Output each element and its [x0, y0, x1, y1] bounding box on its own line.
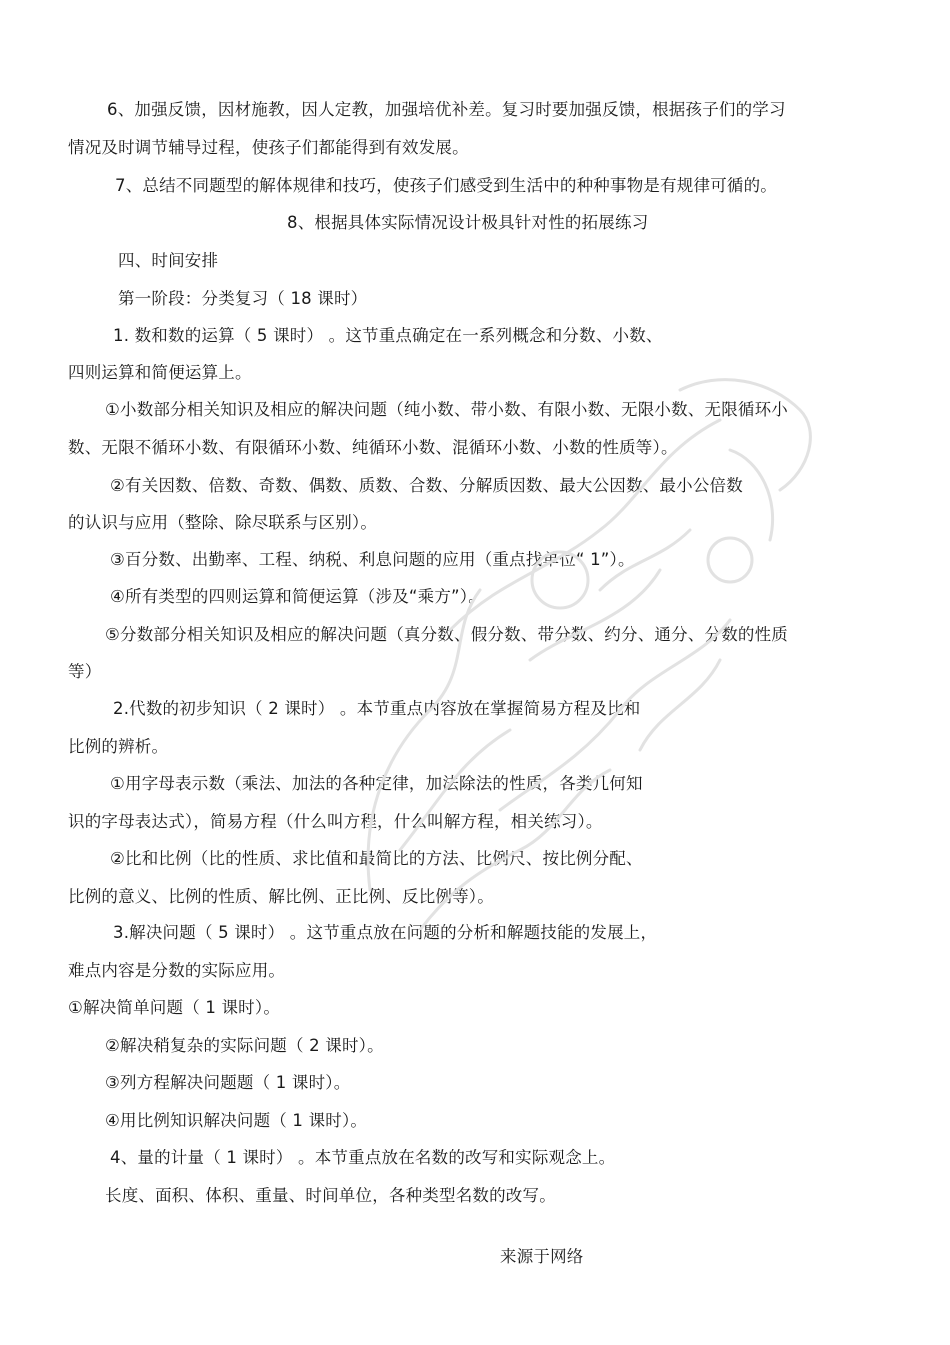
- text-line: ②有关因数、倍数、奇数、偶数、质数、合数、分解质因数、最大公因数、最小公倍数: [110, 476, 743, 495]
- text-line: 的认识与应用（整除、除尽联系与区别）。: [68, 513, 378, 532]
- text-line: 难点内容是分数的实际应用。: [68, 961, 286, 980]
- text-line: ④所有类型的四则运算和简便运算（涉及“乘方”）。: [110, 587, 485, 606]
- text-line: ①用字母表示数（乘法、加法的各种定律，加法除法的性质，各类几何知: [110, 774, 643, 793]
- source-note: 来源于网络: [500, 1247, 584, 1266]
- text-line: ②比和比例（比的性质、求比值和最简比的方法、比例尺、按比例分配、: [110, 849, 643, 868]
- text-line: 8、根据具体实际情况设计极具针对性的拓展练习: [287, 213, 649, 232]
- text-line: 1. 数和数的运算（ 5 课时） 。这节重点确定在一系列概念和分数、小数、: [113, 326, 663, 345]
- text-line: 比例的辨析。: [68, 737, 169, 756]
- text-line: 2.代数的初步知识（ 2 课时） 。本节重点内容放在掌握简易方程及比和: [113, 699, 641, 718]
- text-line: 情况及时调节辅导过程，使孩子们都能得到有效发展。: [68, 138, 469, 157]
- text-line: ①解决简单问题（ 1 课时）。: [68, 998, 281, 1017]
- text-line: 3.解决问题（ 5 课时） 。这节重点放在问题的分析和解题技能的发展上，: [113, 923, 658, 942]
- text-line: 四则运算和简便运算上。: [68, 363, 252, 382]
- text-line: 长度、面积、体积、重量、时间单位，各种类型名数的改写。: [105, 1186, 556, 1205]
- text-line: ⑤分数部分相关知识及相应的解决问题（真分数、假分数、带分数、约分、通分、分数的性质: [105, 625, 788, 644]
- text-line: ④用比例知识解决问题（ 1 课时）。: [105, 1111, 368, 1130]
- section-heading: 四、时间安排: [118, 251, 219, 270]
- text-line: 6、加强反馈，因材施教，因人定教，加强培优补差。复习时要加强反馈，根据孩子们的学习: [107, 100, 786, 119]
- text-line: 比例的意义、比例的性质、解比例、正比例、反比例等）。: [68, 887, 494, 906]
- text-line: 识的字母表达式），简易方程（什么叫方程，什么叫解方程，相关练习）。: [68, 812, 603, 831]
- text-line: 等）: [68, 662, 102, 681]
- text-line: ③列方程解决问题题（ 1 课时）。: [105, 1073, 351, 1092]
- text-line: ①小数部分相关知识及相应的解决问题（纯小数、带小数、有限小数、无限小数、无限循环小: [105, 400, 788, 419]
- text-line: 第一阶段：分类复习（ 18 课时）: [118, 289, 368, 308]
- text-line: 数、无限不循环小数、有限循环小数、纯循环小数、混循环小数、小数的性质等）。: [68, 438, 678, 457]
- text-line: ③百分数、出勤率、工程、纳税、利息问题的应用（重点找单位“ 1”）。: [110, 550, 635, 569]
- text-line: 4、量的计量（ 1 课时） 。本节重点放在名数的改写和实际观念上。: [110, 1148, 616, 1167]
- text-line: 7、总结不同题型的解体规律和技巧，使孩子们感受到生活中的种种事物是有规律可循的。: [115, 176, 777, 195]
- text-line: ②解决稍复杂的实际问题（ 2 课时）。: [105, 1036, 384, 1055]
